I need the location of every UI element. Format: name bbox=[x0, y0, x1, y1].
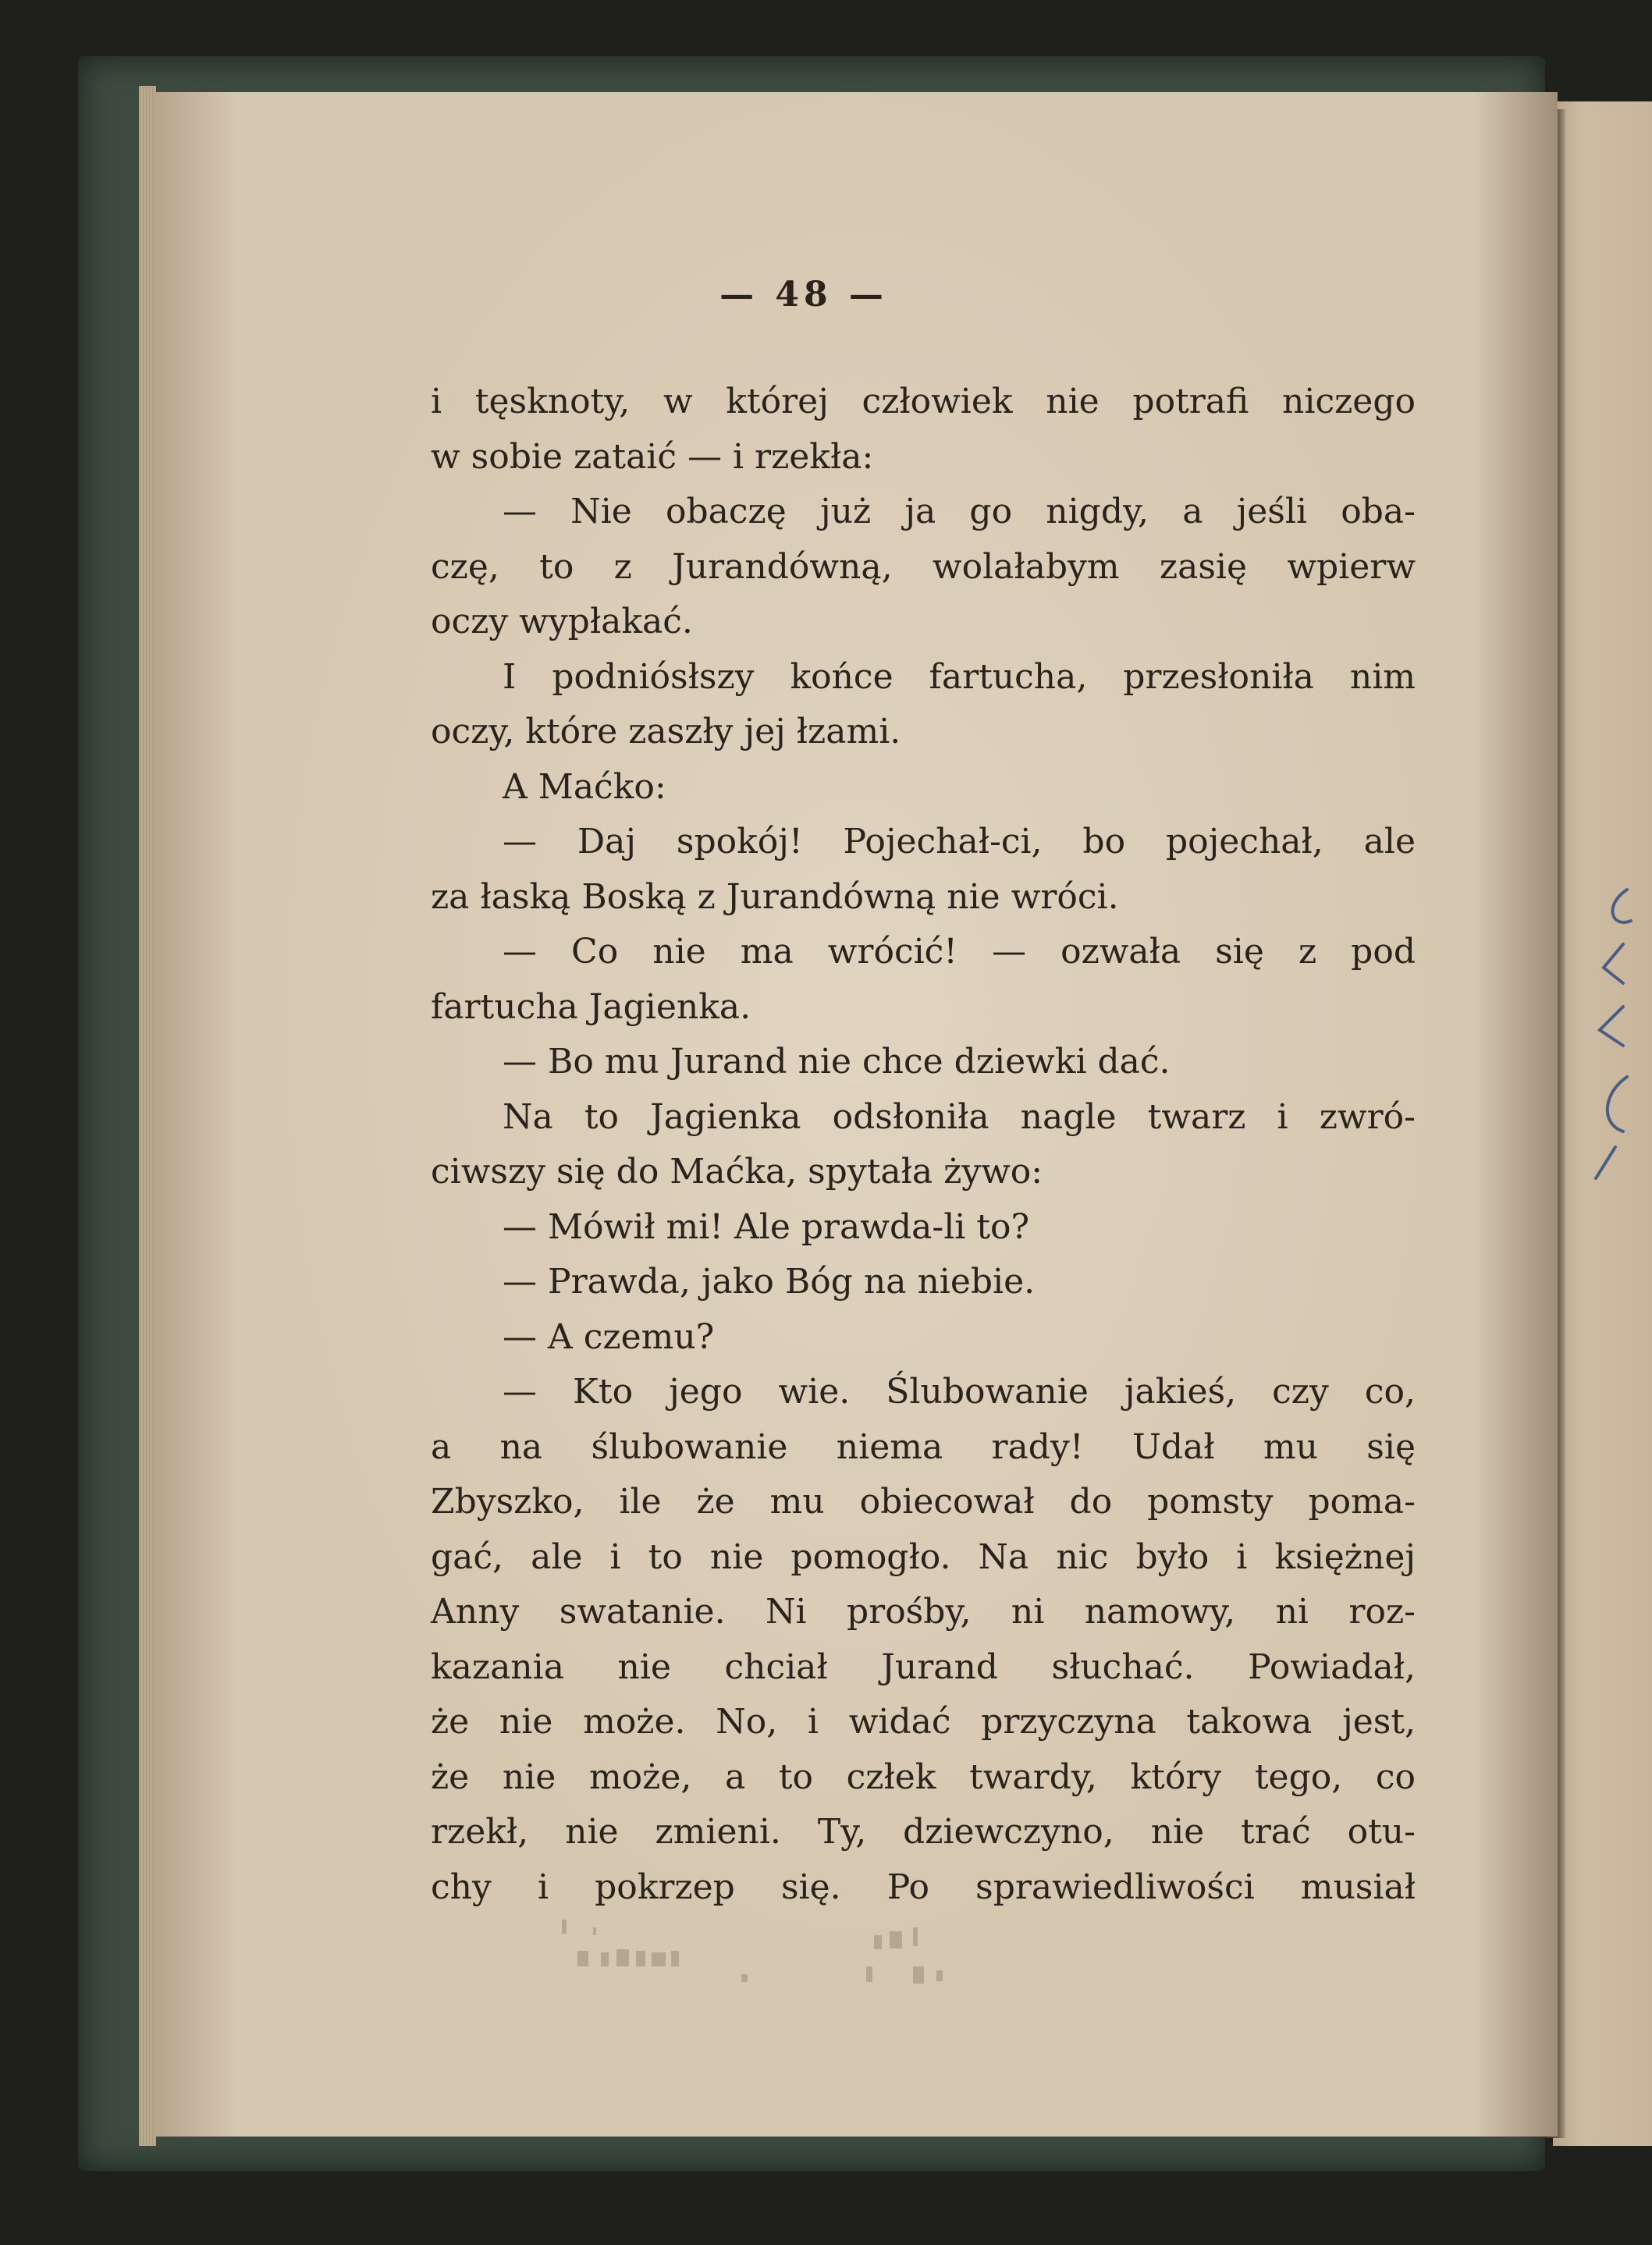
text-line: Anny swatanie. Ni prośby, ni namowy, ni roz- bbox=[431, 1592, 1416, 1632]
text-line: czę, to z Jurandówną, wolałabym zasię wpierw bbox=[431, 546, 1416, 587]
text-line: oczy, które zaszły jej łzami. bbox=[431, 712, 901, 751]
text-line: Zbyszko, ile że mu obiecował do pomsty poma- bbox=[431, 1482, 1416, 1522]
text-line: i tęsknoty, w której człowiek nie potrafi niczego bbox=[431, 382, 1416, 421]
text-line: — Bo mu Jurand nie chce dziewki dać. bbox=[503, 1042, 1171, 1082]
text-line: — A czemu? bbox=[503, 1316, 715, 1357]
text-line: kazania nie chciał Jurand słuchać. Powiadał, bbox=[431, 1646, 1416, 1687]
text-line: w sobie zataić — i rzekła: bbox=[431, 436, 874, 477]
text-line: że nie może. No, i widać przyczyna takowa jest, bbox=[431, 1702, 1416, 1742]
text-line: oczy wypłakać. bbox=[431, 602, 693, 641]
text-line: — Daj spokój! Pojechał-ci, bo pojechał, ale bbox=[503, 822, 1416, 861]
text-line: — Kto jego wie. Ślubowanie jakieś, czy co, bbox=[503, 1372, 1416, 1412]
text-line: chy i pokrzep się. Po sprawiedliwości musiał bbox=[431, 1867, 1416, 1907]
text-line: gać, ale i to nie pomogło. Na nic było i księżnej bbox=[431, 1536, 1416, 1577]
text-line: — Co nie ma wrócić! — ozwała się z pod bbox=[503, 932, 1416, 972]
text-line: że nie może, a to człek twardy, który tego, co bbox=[431, 1757, 1416, 1797]
text-line: — Prawda, jako Bóg na niebie. bbox=[503, 1262, 1036, 1302]
text-line: A Maćko: bbox=[503, 766, 666, 807]
text-line: — Mówił mi! Ale prawda-li to? bbox=[503, 1206, 1030, 1247]
text-line: rzekł, nie zmieni. Ty, dziewczyno, nie trać otu- bbox=[431, 1812, 1416, 1852]
text-line: Na to Jagienka odsłoniła nagle twarz i zwró- bbox=[503, 1096, 1416, 1137]
text-line: ciwszy się do Maćka, spytała żywo: bbox=[431, 1152, 1043, 1192]
text-line: fartucha Jagienka. bbox=[431, 986, 751, 1027]
text-line: za łaską Boską z Jurandówną nie wróci. bbox=[431, 876, 1119, 917]
handwritten-pencil-mark bbox=[1580, 874, 1643, 1186]
text-line: — Nie obaczę już ja go nigdy, a jeśli oba- bbox=[503, 492, 1416, 531]
faded-library-stamp bbox=[546, 1904, 1046, 2021]
page-number: — 48 — bbox=[719, 275, 888, 314]
page-text bbox=[431, 375, 1416, 1915]
text-line: a na ślubowanie niema rady! Udał mu się bbox=[431, 1426, 1416, 1467]
text-line: I podniósłszy końce fartucha, przesłoniła nim bbox=[503, 656, 1416, 697]
